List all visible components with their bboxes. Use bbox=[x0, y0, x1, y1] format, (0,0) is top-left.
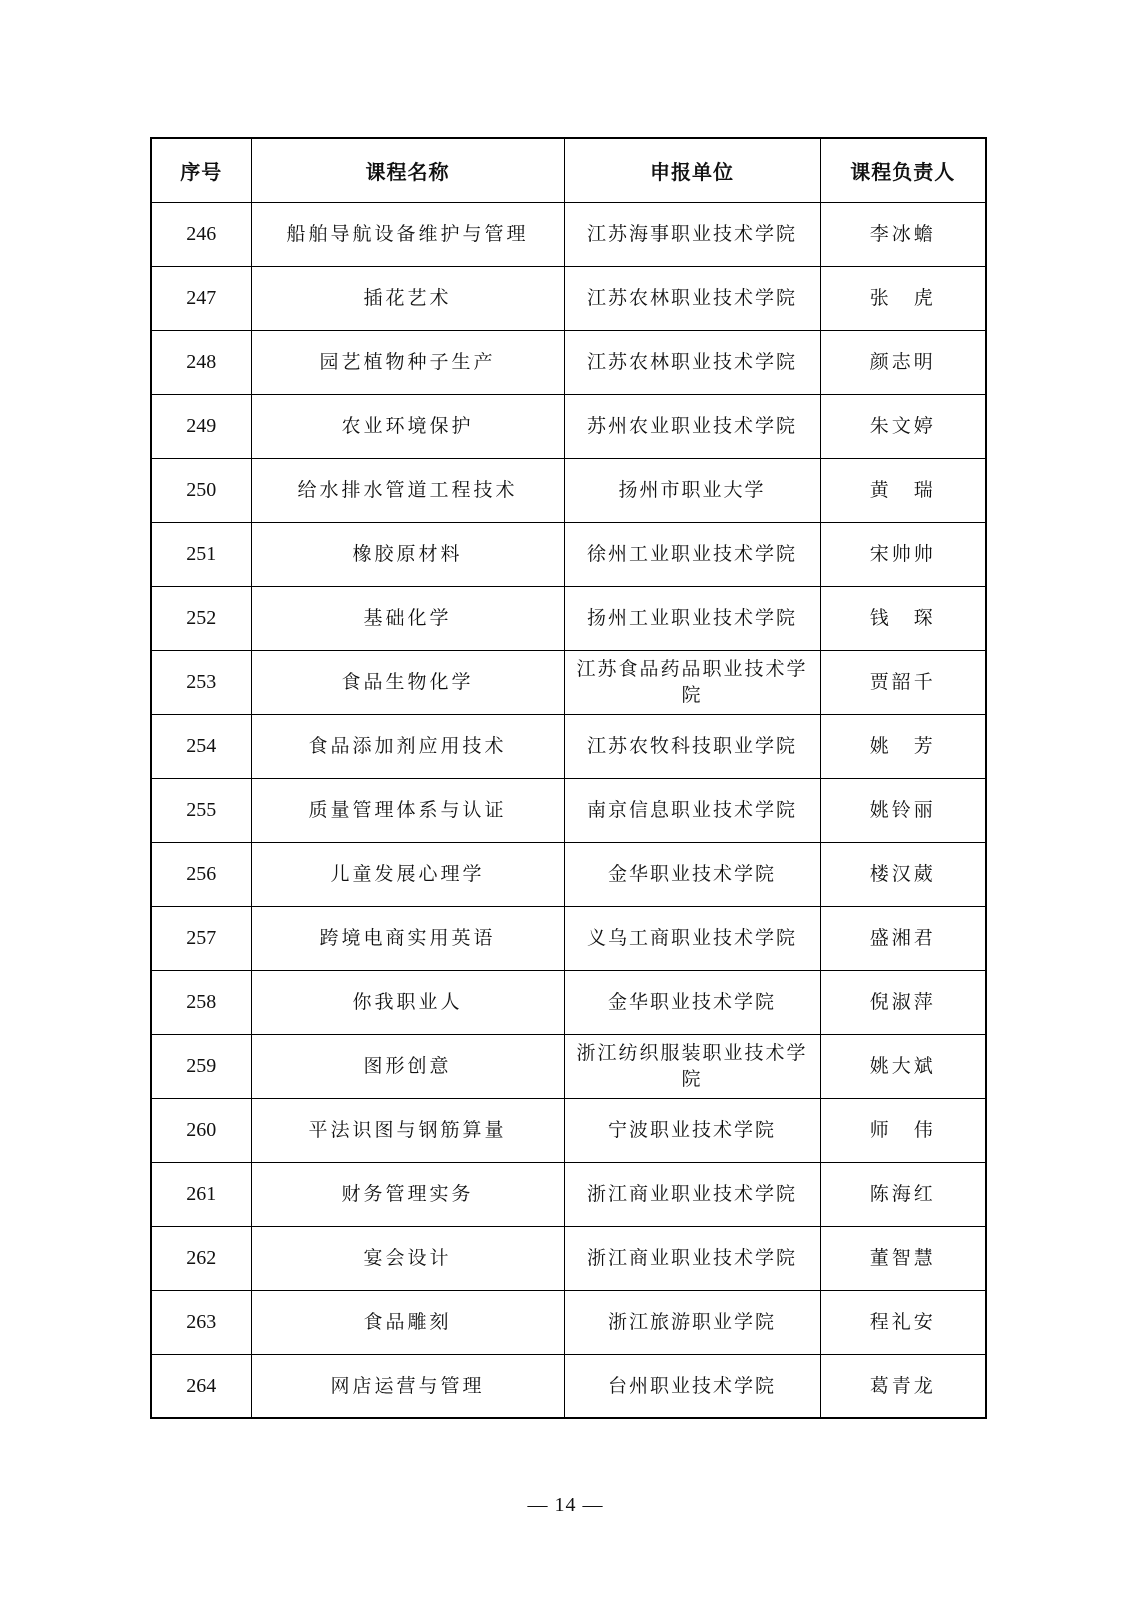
header-serial-number: 序号 bbox=[151, 138, 251, 202]
table-row bbox=[151, 458, 986, 522]
course-lead-cell: 颜志明 bbox=[820, 330, 986, 394]
course-lead-cell: 师 伟 bbox=[820, 1098, 986, 1162]
course-name-cell: 平法识图与钢筋算量 bbox=[251, 1098, 564, 1162]
applying-unit-cell: 台州职业技术学院 bbox=[564, 1354, 820, 1418]
course-name-cell: 食品生物化学 bbox=[251, 650, 564, 714]
course-lead-cell: 黄 瑞 bbox=[820, 458, 986, 522]
course-lead-cell: 姚 芳 bbox=[820, 714, 986, 778]
course-name-cell: 网店运营与管理 bbox=[251, 1354, 564, 1418]
applying-unit-cell: 江苏食品药品职业技术学院 bbox=[564, 650, 820, 714]
course-lead-cell: 李冰蟾 bbox=[820, 202, 986, 266]
applying-unit-cell: 江苏海事职业技术学院 bbox=[564, 202, 820, 266]
serial-number-cell: 262 bbox=[151, 1226, 251, 1290]
applying-unit-cell: 浙江纺织服装职业技术学院 bbox=[564, 1034, 820, 1098]
course-lead-cell: 程礼安 bbox=[820, 1290, 986, 1354]
serial-number-cell: 251 bbox=[151, 522, 251, 586]
table-row bbox=[151, 714, 986, 778]
course-lead-cell: 楼汉葳 bbox=[820, 842, 986, 906]
applying-unit-cell: 江苏农林职业技术学院 bbox=[564, 266, 820, 330]
header-applying-unit: 申报单位 bbox=[564, 138, 820, 202]
document-page bbox=[150, 137, 985, 1419]
table-row bbox=[151, 1226, 986, 1290]
course-name-cell: 船舶导航设备维护与管理 bbox=[251, 202, 564, 266]
course-name-cell: 食品添加剂应用技术 bbox=[251, 714, 564, 778]
applying-unit-cell: 江苏农牧科技职业学院 bbox=[564, 714, 820, 778]
serial-number-cell: 250 bbox=[151, 458, 251, 522]
course-lead-cell: 陈海红 bbox=[820, 1162, 986, 1226]
serial-number-cell: 263 bbox=[151, 1290, 251, 1354]
course-name-cell: 质量管理体系与认证 bbox=[251, 778, 564, 842]
course-lead-cell: 姚铃丽 bbox=[820, 778, 986, 842]
course-table bbox=[150, 137, 987, 1419]
table-row bbox=[151, 906, 986, 970]
course-lead-cell: 钱 琛 bbox=[820, 586, 986, 650]
header-course-lead: 课程负责人 bbox=[820, 138, 986, 202]
course-lead-cell: 姚大斌 bbox=[820, 1034, 986, 1098]
table-row bbox=[151, 522, 986, 586]
serial-number-cell: 246 bbox=[151, 202, 251, 266]
course-name-cell: 园艺植物种子生产 bbox=[251, 330, 564, 394]
table-row bbox=[151, 1354, 986, 1418]
course-name-cell: 插花艺术 bbox=[251, 266, 564, 330]
course-name-cell: 农业环境保护 bbox=[251, 394, 564, 458]
serial-number-cell: 247 bbox=[151, 266, 251, 330]
course-lead-cell: 宋帅帅 bbox=[820, 522, 986, 586]
serial-number-cell: 256 bbox=[151, 842, 251, 906]
serial-number-cell: 254 bbox=[151, 714, 251, 778]
table-row bbox=[151, 394, 986, 458]
serial-number-cell: 257 bbox=[151, 906, 251, 970]
course-name-cell: 财务管理实务 bbox=[251, 1162, 564, 1226]
serial-number-cell: 253 bbox=[151, 650, 251, 714]
table-row bbox=[151, 1162, 986, 1226]
course-lead-cell: 董智慧 bbox=[820, 1226, 986, 1290]
applying-unit-cell: 苏州农业职业技术学院 bbox=[564, 394, 820, 458]
applying-unit-cell: 宁波职业技术学院 bbox=[564, 1098, 820, 1162]
table-row bbox=[151, 266, 986, 330]
table-header-row bbox=[151, 138, 986, 202]
course-lead-cell: 张 虎 bbox=[820, 266, 986, 330]
serial-number-cell: 261 bbox=[151, 1162, 251, 1226]
table-row bbox=[151, 650, 986, 714]
course-name-cell: 给水排水管道工程技术 bbox=[251, 458, 564, 522]
header-course-name: 课程名称 bbox=[251, 138, 564, 202]
course-name-cell: 跨境电商实用英语 bbox=[251, 906, 564, 970]
course-lead-cell: 朱文婷 bbox=[820, 394, 986, 458]
applying-unit-cell: 浙江旅游职业学院 bbox=[564, 1290, 820, 1354]
course-name-cell: 基础化学 bbox=[251, 586, 564, 650]
table-row bbox=[151, 330, 986, 394]
table-row bbox=[151, 1098, 986, 1162]
serial-number-cell: 255 bbox=[151, 778, 251, 842]
table-row bbox=[151, 1034, 986, 1098]
serial-number-cell: 249 bbox=[151, 394, 251, 458]
table-row bbox=[151, 1290, 986, 1354]
course-lead-cell: 贾韶千 bbox=[820, 650, 986, 714]
applying-unit-cell: 义乌工商职业技术学院 bbox=[564, 906, 820, 970]
applying-unit-cell: 浙江商业职业技术学院 bbox=[564, 1162, 820, 1226]
course-lead-cell: 盛湘君 bbox=[820, 906, 986, 970]
applying-unit-cell: 金华职业技术学院 bbox=[564, 970, 820, 1034]
serial-number-cell: 248 bbox=[151, 330, 251, 394]
table-row bbox=[151, 842, 986, 906]
course-name-cell: 橡胶原材料 bbox=[251, 522, 564, 586]
course-name-cell: 食品雕刻 bbox=[251, 1290, 564, 1354]
applying-unit-cell: 扬州工业职业技术学院 bbox=[564, 586, 820, 650]
serial-number-cell: 259 bbox=[151, 1034, 251, 1098]
course-name-cell: 图形创意 bbox=[251, 1034, 564, 1098]
table-row bbox=[151, 778, 986, 842]
table-row bbox=[151, 970, 986, 1034]
course-name-cell: 宴会设计 bbox=[251, 1226, 564, 1290]
applying-unit-cell: 扬州市职业大学 bbox=[564, 458, 820, 522]
applying-unit-cell: 金华职业技术学院 bbox=[564, 842, 820, 906]
applying-unit-cell: 浙江商业职业技术学院 bbox=[564, 1226, 820, 1290]
serial-number-cell: 258 bbox=[151, 970, 251, 1034]
table-row bbox=[151, 202, 986, 266]
course-name-cell: 你我职业人 bbox=[251, 970, 564, 1034]
course-lead-cell: 葛青龙 bbox=[820, 1354, 986, 1418]
table-row bbox=[151, 586, 986, 650]
serial-number-cell: 260 bbox=[151, 1098, 251, 1162]
applying-unit-cell: 徐州工业职业技术学院 bbox=[564, 522, 820, 586]
applying-unit-cell: 南京信息职业技术学院 bbox=[564, 778, 820, 842]
serial-number-cell: 252 bbox=[151, 586, 251, 650]
course-name-cell: 儿童发展心理学 bbox=[251, 842, 564, 906]
page-number: — 14 — bbox=[527, 1494, 604, 1516]
serial-number-cell: 264 bbox=[151, 1354, 251, 1418]
applying-unit-cell: 江苏农林职业技术学院 bbox=[564, 330, 820, 394]
course-lead-cell: 倪淑萍 bbox=[820, 970, 986, 1034]
